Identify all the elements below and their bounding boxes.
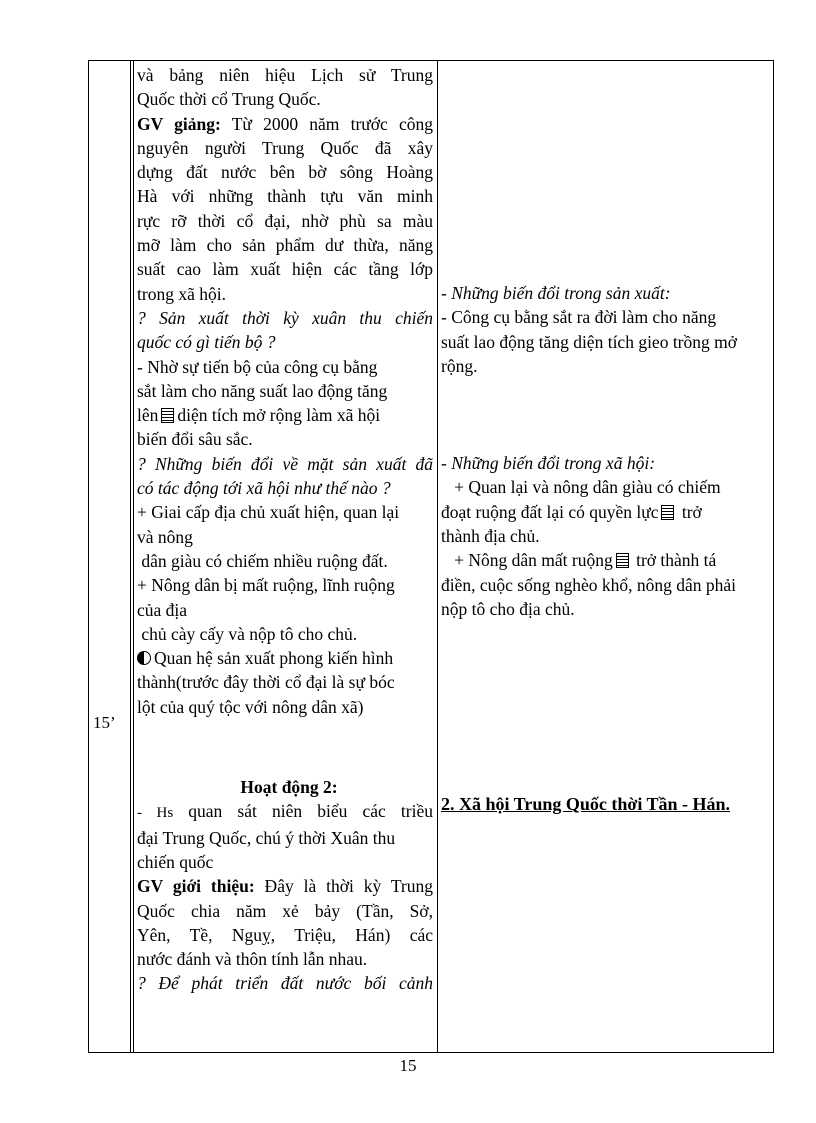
section-heading: 2. Xã hội Trung Quốc thời Tần - Hán. — [441, 794, 731, 815]
question-line: ? Những biến đổi về mặt sản xuất đã — [137, 453, 433, 474]
text-line: - Công cụ bằng sắt ra đời làm cho năng — [441, 307, 717, 328]
text-line: nguyên người Trung Quốc đã xây — [137, 137, 433, 158]
subheading: - Những biến đổi trong sản xuất: — [441, 283, 671, 303]
text-span: trở thành tá — [631, 550, 717, 571]
text-line: mỡ làm cho sản phẩm dư thừa, năng — [137, 235, 433, 256]
text-line: dựng đất nước bên bờ sông Hoàng — [137, 162, 433, 183]
text-line: Hà với những thành tựu văn minh — [137, 186, 433, 207]
text-line: đại Trung Quốc, chú ý thời Xuân thu — [137, 827, 396, 848]
answer-line: biến đổi sâu sắc. — [137, 429, 253, 450]
conclusion-line: thành(trước đây thời cổ đại là sự bóc — [137, 672, 395, 693]
document-icon — [161, 408, 174, 423]
answer-line: chủ cày cấy và nộp tô cho chủ. — [137, 623, 358, 644]
text-line: suất cao làm xuất hiện các tầng lớp — [137, 259, 433, 280]
content-column — [441, 63, 771, 817]
question-line: có tác động tới xã hội như thế nào ? — [137, 478, 391, 499]
answer-line: và nông — [137, 526, 193, 547]
answer-line: dân giàu có chiếm nhiều ruộng đất. — [137, 550, 388, 571]
text-line: Quốc thời cổ Trung Quốc. — [137, 89, 321, 110]
text-line: và bảng niên hiệu Lịch sử Trung — [137, 65, 433, 85]
spacer — [441, 621, 771, 792]
answer-line: sắt làm cho năng suất lao động tăng — [137, 380, 388, 401]
column-divider — [133, 61, 134, 1052]
text-line: rộng. — [441, 355, 478, 376]
subheading: - Những biến đổi trong xã hội: — [441, 453, 656, 474]
spacer — [441, 378, 771, 451]
lesson-table — [88, 60, 774, 1053]
spacer — [441, 63, 771, 281]
answer-line: của địa — [137, 599, 188, 620]
hs-label: - Hs — [137, 805, 174, 822]
answer-line: - Nhờ sự tiến bộ của công cụ bằng — [137, 356, 378, 377]
text-span: quan sát niên biểu các triều — [173, 801, 433, 822]
gv-label: GV giới thiệu: — [137, 876, 255, 897]
text-line — [137, 874, 433, 898]
text-span: Từ 2000 năm trước công — [220, 113, 434, 134]
question-line: quốc có gì tiến bộ ? — [137, 332, 276, 353]
column-divider — [130, 61, 131, 1052]
text-line — [137, 112, 433, 136]
text-line: Yên, Tề, Nguỵ, Triệu, Hán) các — [137, 924, 433, 945]
teacher-student-activities — [137, 63, 433, 996]
text-line: rực rỡ thời cổ đại, nhờ phù sa màu — [137, 210, 433, 231]
text-span: đoạt ruộng đất lại có quyền lực — [441, 501, 659, 522]
text-span: Quan hệ sản xuất phong kiến hình — [154, 648, 394, 669]
document-icon — [661, 505, 674, 520]
question-line: ? Sản xuất thời kỳ xuân thu chiến — [137, 307, 433, 328]
activity-heading: Hoạt động 2: — [240, 777, 338, 798]
text-line — [441, 548, 771, 572]
page-number: 15 — [399, 1056, 417, 1075]
time-cell: 15’ — [93, 713, 116, 732]
answer-line — [137, 403, 433, 427]
answer-line: + Giai cấp địa chủ xuất hiện, quan lại — [137, 502, 400, 523]
text-span: diện tích mở rộng làm xã hội — [177, 405, 381, 426]
answer-line: + Nông dân bị mất ruộng, lĩnh ruộng — [137, 575, 395, 596]
text-span: Đây là thời kỳ Trung — [254, 876, 433, 897]
text-line — [441, 500, 771, 524]
conclusion-line: lột của quý tộc với nông dân xã) — [137, 696, 364, 717]
text-line: + Quan lại và nông dân giàu có chiếm — [441, 477, 721, 498]
text-line: nước đánh và thôn tính lẫn nhau. — [137, 949, 368, 970]
conclusion-line — [137, 646, 433, 670]
column-divider — [437, 61, 438, 1052]
text-line: trong xã hội. — [137, 283, 226, 304]
text-line: suất lao động tăng diện tích gieo trồng mở — [441, 331, 738, 352]
yin-yang-icon — [137, 651, 151, 665]
text-span: trở — [677, 501, 702, 522]
text-line: Quốc chia năm xẻ bảy (Tần, Sở, — [137, 900, 433, 921]
gv-label: GV giảng: — [137, 113, 221, 134]
text-line — [137, 799, 433, 825]
text-line: điền, cuộc sống nghèo khổ, nông dân phải — [441, 574, 737, 595]
text-line: nộp tô cho địa chủ. — [441, 598, 575, 619]
spacer — [137, 719, 433, 775]
text-span: lên — [137, 405, 159, 426]
question-line: ? Để phát triển đất nước bối cảnh — [137, 973, 433, 994]
document-icon — [616, 553, 629, 568]
text-line: chiến quốc — [137, 851, 214, 872]
text-line: thành địa chủ. — [441, 526, 540, 547]
text-span: + Nông dân mất ruộng — [441, 550, 613, 571]
